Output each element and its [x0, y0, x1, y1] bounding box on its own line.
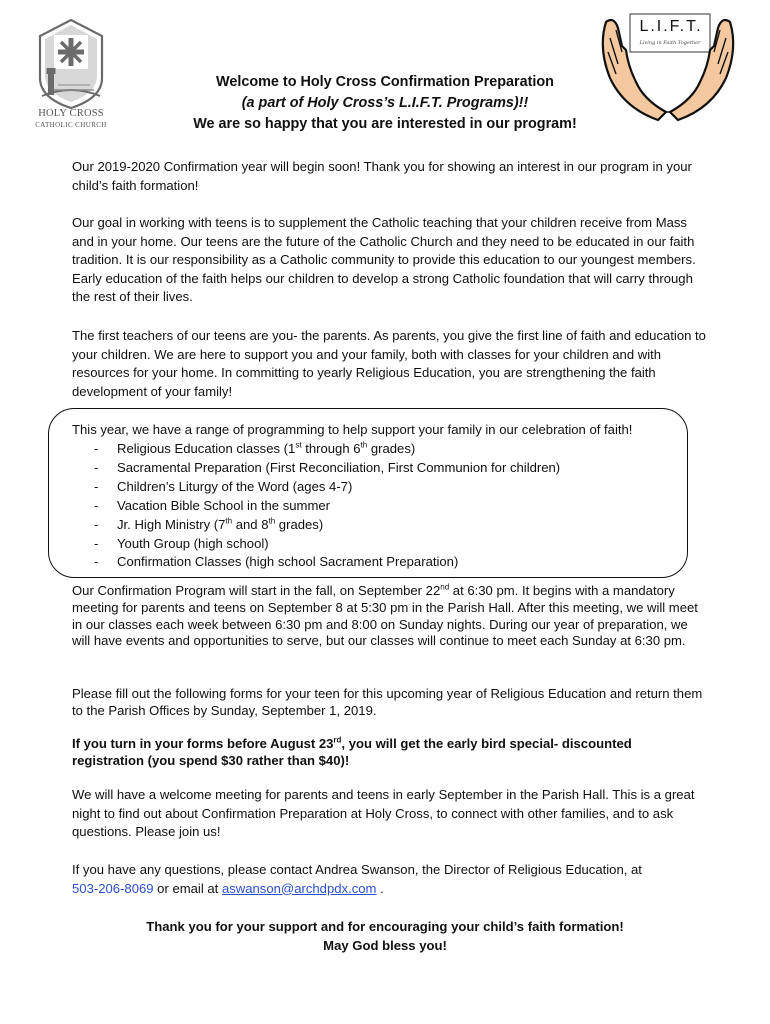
intro-paragraph: Our 2019-2020 Confirmation year will begin soon! Thank you for showing an interest in our program in your child’s faith formation!	[72, 159, 692, 193]
list-item: - Sacramental Preparation (First Reconciliation, First Communion for children)	[94, 459, 674, 478]
programs-intro: This year, we have a range of programming to help support your family in our celebration of faith!	[72, 422, 633, 437]
lift-title: L.I.F.T.	[639, 18, 703, 35]
list-item: - Youth Group (high school)	[94, 535, 674, 554]
phone-link[interactable]: 503-206-8069	[72, 880, 154, 896]
early-bird-paragraph: If you turn in your forms before August 23rd, you will get the early bird special- discounted registration (you spend $30 rather than $40)!	[72, 735, 632, 768]
schedule-paragraph: Our Confirmation Program will start in the fall, on September 22nd at 6:30 pm. It begins with a mandatory meeting for parents and teens on September 8 at 5:30 pm in the Parish Hall. After this meeting, we will meet in our classes each week between 6:30 pm and 8:00 on Sunday nights. During our year of preparation, we will have events and opportunities to serve, but our classes will continue to meet each Sunday at 6:30 pm.	[72, 582, 698, 649]
goal-paragraph: Our goal in working with teens is to supplement the Catholic teaching that your children receive from Mass and in your home. Our teens are the future of the Catholic Church and they need to be educated in our faith tradition. It is our responsibility as a Catholic community to provide this education to our youngest members. Early education of the faith helps our children to develop a strong Catholic foundation that will carry through the rest of their lives.	[72, 215, 696, 304]
list-item: - Religious Education classes (1st through 6th grades)	[94, 440, 674, 459]
parish-name: HOLY CROSS CATHOLIC CHURCH	[35, 108, 107, 129]
list-item: - Children’s Liturgy of the Word (ages 4-7)	[94, 478, 674, 497]
page-header	[150, 72, 620, 135]
header-subtitle: (a part of Holy Cross’s L.I.F.T. Programs)!!	[241, 95, 529, 111]
contact-paragraph: If you have any questions, please contact Andrea Swanson, the Director of Religious Education, at 503-206-8069 or email at aswanson@archdpdx.com .	[72, 862, 642, 896]
header-tagline: We are so happy that you are interested in our program!	[193, 116, 577, 132]
parents-paragraph: The first teachers of our teens are you- the parents. As parents, you give the first line of faith and education to your children. We are here to support you and your family, both with classes for your children and with resources for your home. In committing to yearly Religious Education, you are strengthening the faith development of your family!	[72, 328, 706, 399]
church-cross-icon	[34, 18, 108, 110]
list-item: - Confirmation Classes (high school Sacrament Preparation)	[94, 553, 674, 572]
header-title: Welcome to Holy Cross Confirmation Preparation	[216, 74, 554, 90]
lift-tagline: Living in Faith Together	[639, 40, 701, 46]
closing-message	[100, 917, 670, 955]
closing-thanks: Thank you for your support and for encouraging your child’s faith formation!	[146, 919, 624, 934]
email-link[interactable]: aswanson@archdpdx.com	[221, 880, 377, 896]
welcome-meeting-paragraph: We will have a welcome meeting for parents and teens in early September in the Parish Hall. This is a great night to find out about Confirmation Preparation at Holy Cross, to connect with other families, and to ask questions. Please join us!	[72, 787, 695, 839]
list-item: - Vacation Bible School in the summer	[94, 497, 674, 516]
forms-paragraph: Please fill out the following forms for your teen for this upcoming year of Religious Education and return them to the Parish Offices by Sunday, September 1, 2019.	[72, 686, 703, 718]
list-item: - Jr. High Ministry (7th and 8th grades)	[94, 516, 674, 535]
closing-blessing: May God bless you!	[323, 938, 447, 953]
programs-list	[94, 440, 674, 572]
